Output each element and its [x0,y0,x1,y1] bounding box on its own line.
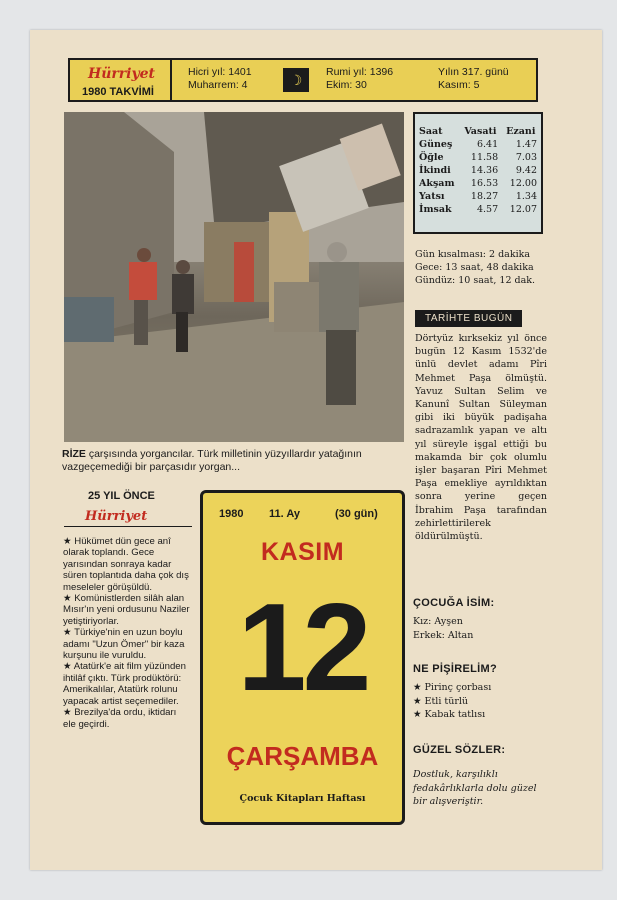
years-ago-title: 25 YIL ÖNCE [88,490,155,502]
calendar-header [68,58,538,102]
hicri-month: Muharrem: 4 [188,79,248,91]
list-item: ★ Etli türlü [413,695,469,707]
date-month-number: 11. Ay [269,508,300,520]
girl-name: Kız: Ayşen [413,616,463,627]
day-length-line: Gece: 13 saat, 48 dakika [415,262,534,273]
table-row: İkindi 14.36 9.42 [419,165,537,176]
crescent-moon-icon: ☽ [283,68,309,92]
menu-list [413,681,491,722]
kasim-info: Kasım: 5 [438,79,480,91]
years-ago-logo: Hürriyet [85,509,148,524]
date-month: KASIM [260,538,345,566]
history-text: Dörtyüz kırksekiz yıl önce bugün 12 Kasım 1532'de ünlü devlet adamı Pîri Mehmet Paşa ölmüştü. Yavuz Sultan Selim ve Kanunî Sultan Süleyman gibi iki büyük padişaha sadrazamlık yapan ve altı yıl süreyle işgal ettiği bu makamda bir çok olumlu işler başaran Pîri Mehmet Paşa emekliye ayrıldıktan sonra yerine geçen İbrahim Paşa tarafından zehirlettirilerek öldürülmüştü. [415,333,547,543]
header-takvim: 1980 TAKVİMİ [82,86,154,98]
bazaar-photo-illustration [64,112,404,442]
quote-title: GÜZEL SÖZLER: [413,744,506,756]
list-item: ★ Kabak tatlısı [413,709,486,720]
prayer-times-table [413,112,543,234]
hicri-year: Hicri yıl: 1401 [188,66,252,78]
date-year: 1980 [219,508,244,520]
years-ago-news [63,536,190,730]
list-item: ★ Türkiye'nin en uzun boylu adamı "Uzun Ömer" bir kaza kurşunu ile vuruldu. [63,627,185,662]
child-names [413,615,473,642]
quote-text: Dostluk, karşılıklı fedakârlıklarla dolu güzel bir alışveriştir. [413,769,537,807]
date-weekday: ÇARŞAMBA [226,741,379,771]
caption-bold: RİZE [62,448,86,460]
day-length-line: Gün kısalması: 2 dakika [415,249,531,260]
table-row: Güneş 6.41 1.47 [419,139,537,150]
bazaar-photo [64,112,404,442]
years-ago-divider [64,526,192,527]
year-info [438,66,509,92]
list-item: ★ Hükümet dün gece anî olarak toplandı. Gece yarısından sonraya kadar süren toplantıda daha çok dış meseleler görüşüldü. [63,536,189,593]
date-card [200,490,405,825]
col-saat: Saat [419,125,443,137]
history-label: TARİHTE BUGÜN [415,310,522,327]
child-name-title: ÇOCUĞA İSİM: [413,597,495,609]
list-item: ★ Pirinç çorbası [413,682,492,693]
rumi-month: Ekim: 30 [326,79,367,91]
day-length-line: Gündüz: 10 saat, 12 dak. [415,275,536,286]
boy-name: Erkek: Altan [413,629,474,641]
date-day: 12 [237,579,368,717]
menu-title: NE PİŞİRELİM? [413,663,497,675]
photo-caption [62,448,407,474]
rumi-year: Rumi yıl: 1396 [326,66,394,78]
header-divider [170,60,172,100]
date-event: Çocuk Kitapları Haftası [239,793,366,804]
rumi-info [326,66,393,92]
list-item: ★ Brezilya'da ordu, iktidarı ele geçirdi. [63,707,177,730]
table-row: İmsak 4.57 12.07 [419,204,537,215]
day-of-year: Yılın 317. günü [438,66,509,78]
date-month-days: (30 gün) [335,508,378,520]
col-ezani: Ezani [506,125,536,137]
hicri-info [188,66,252,92]
table-row: Öğle 11.58 7.03 [419,152,537,163]
header-logo: Hürriyet [88,66,155,82]
calendar-page [30,30,602,870]
list-item: ★ Atatürk'e ait film yüzünden ihtilâf çıktı. Türk prodüktörü: Amerikalılar, Atatürk rolunu yapacak artist seçemediler. [63,661,186,707]
caption-text: çarşısında yorgancılar. Türk milletinin yüzyıllardır yatağının vazgeçemediği bir parçasıdır yorgan... [62,448,362,473]
table-row: Yatsı 18.27 1.34 [419,191,537,202]
list-item: ★ Komünistlerden silâh alan Mısır'ın yeni ordusunu Naziler yetiştiriyorlar. [63,593,190,627]
col-vasati: Vasati [464,125,497,137]
table-row: Akşam 16.53 12.00 [419,178,537,189]
day-length [415,248,535,287]
